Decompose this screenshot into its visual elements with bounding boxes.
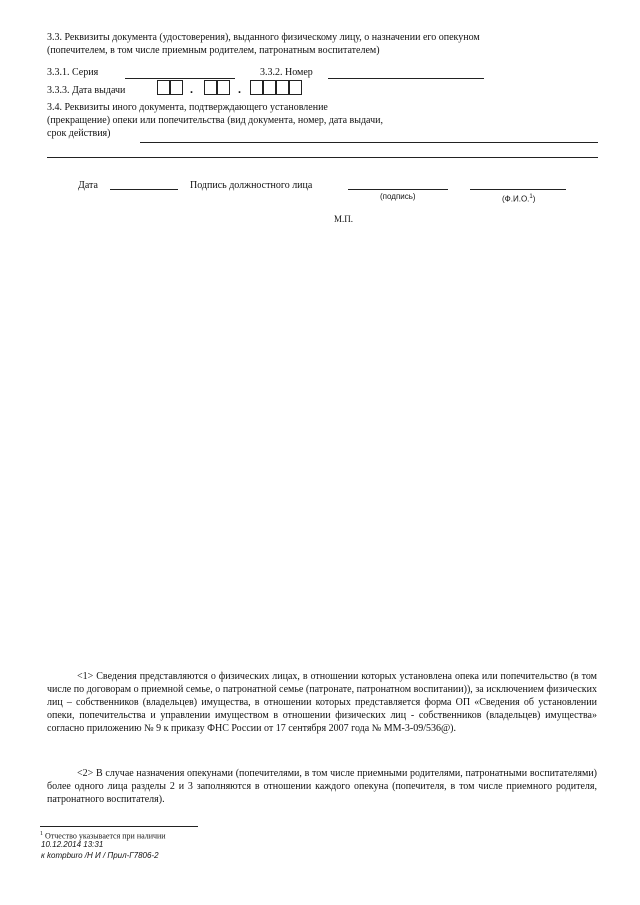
- issue-year-digit-2[interactable]: [263, 80, 276, 95]
- issue-month-digit-1[interactable]: [204, 80, 217, 95]
- date-separator: .: [190, 82, 193, 96]
- issue-year-digit-1[interactable]: [250, 80, 263, 95]
- signature-caption: (подпись): [380, 192, 416, 201]
- fio-field[interactable]: [470, 189, 566, 190]
- section-3-3-heading: [47, 31, 607, 57]
- footnote: $^1$ Отчество указывается при наличии: [40, 831, 166, 841]
- section-3-4: [47, 101, 467, 140]
- number-label: 3.3.2. Номер: [260, 67, 313, 78]
- date-separator: .: [238, 82, 241, 96]
- number-field[interactable]: [328, 78, 484, 79]
- footnote-divider: [40, 826, 198, 827]
- note-2: [47, 767, 597, 806]
- date-label: Дата: [78, 180, 98, 191]
- section-3-4-line3: срок действия): [47, 128, 111, 139]
- stamp-place: М.П.: [334, 214, 354, 224]
- series-field[interactable]: [125, 78, 235, 79]
- official-signature-label: Подпись должностного лица: [190, 180, 313, 191]
- section-3-3-heading-line1: 3.3. Реквизиты документа (удостоверения), выданного физическому лицу, о назначении его опекуном: [47, 32, 480, 43]
- section-3-4-line1: 3.4. Реквизиты иного документа, подтверждающего установление: [47, 102, 328, 113]
- issue-day-digit-2[interactable]: [170, 80, 183, 95]
- footnote-stamp-ref: к kompburo /Н И / Прил-Г7806-2: [41, 851, 159, 860]
- issue-year-digit-4[interactable]: [289, 80, 302, 95]
- fio-caption: (Ф.И.О.$^1$): [502, 194, 536, 204]
- note-1: [47, 670, 597, 735]
- footnote-stamp-date: 10.12.2014 13:31: [41, 840, 104, 849]
- note-1-text: <1> Сведения представляются о физических лицах, в отношении которых установлена опека или попечительство (в том числе по договорам о приемной семье, о патронатной семье (патронате, патронатном воспитании)), за исключением физических лиц – собственников (владельцев) имущества, в отношении которых представляется форма ОП «Сведения об установлении опеки, попечительства и управлении имуществом в отношении физических лиц - собственников (владельцев) имущества» согласно приложению № 9 к приказу ФНС России от 17 сентября 2007 года № ММ-3-09/536@).: [47, 671, 597, 734]
- section-3-3-heading-line2: (попечителем, в том числе приемным родителем, патронатным воспитателем): [47, 45, 380, 56]
- note-2-text: <2> В случае назначения опекунами (попечителями, в том числе приемными родителями, патронатными воспитателями) более одного лица разделы 2 и 3 заполняются в отношении каждого опекуна (попечителя, в том числе приемного родителя, патронатного воспитателя).: [47, 768, 597, 805]
- series-label: 3.3.1. Серия: [47, 67, 99, 78]
- date-field[interactable]: [110, 189, 178, 190]
- other-document-field-line2[interactable]: [47, 157, 598, 158]
- signature-field[interactable]: [348, 189, 448, 190]
- section-3-4-line2: (прекращение) опеки или попечительства (вид документа, номер, дата выдачи,: [47, 115, 383, 126]
- other-document-field[interactable]: [140, 142, 598, 143]
- issue-day-digit-1[interactable]: [157, 80, 170, 95]
- issue-year-digit-3[interactable]: [276, 80, 289, 95]
- issue-date-label: 3.3.3. Дата выдачи: [47, 85, 126, 96]
- issue-month-digit-2[interactable]: [217, 80, 230, 95]
